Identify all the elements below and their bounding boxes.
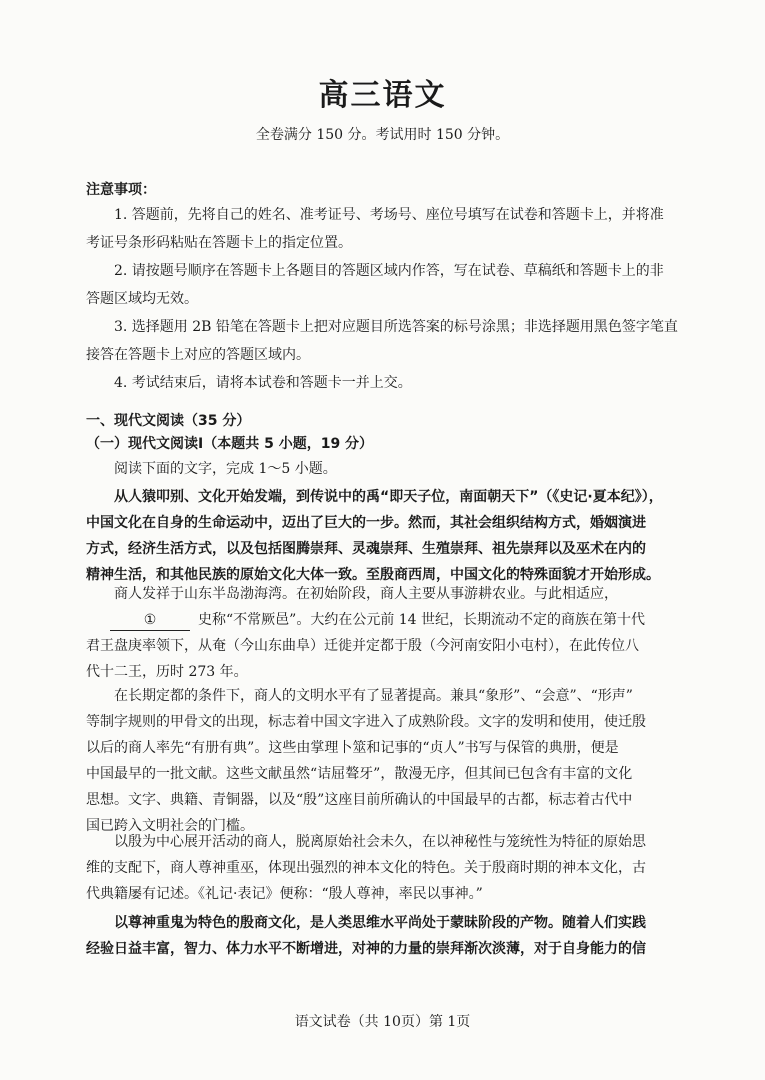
section-heading: 一、现代文阅读（35 分） — [86, 413, 251, 429]
passage-line: 精神生活，和其他民族的原始文化大体一致。至殷商西周，中国文化的特殊面貌才开始形成。 — [86, 567, 660, 583]
passage-line: 以尊神重鬼为特色的殷商文化，是人类思维水平尚处于蒙昧阶段的产物。随着人们实践 — [114, 915, 646, 931]
fill-in-blank: ① — [110, 610, 190, 631]
notice-line: 答题区域均无效。 — [86, 291, 198, 307]
passage-text: 史称“不常厥邑”。大约在公元前 14 世纪，长期流动不定的商族在第十代 — [198, 612, 646, 628]
passage-line: 经验日益丰富，智力、体力水平不断增进，对神的力量的崇拜渐次淡薄，对于自身能力的信 — [86, 941, 646, 957]
passage-line: 方式，经济生活方式，以及包括图腾崇拜、灵魂崇拜、生殖崇拜、祖先崇拜以及巫术在内的 — [86, 541, 646, 557]
notice-line: 1. 答题前，先将自己的姓名、准考证号、考场号、座位号填写在试卷和答题卡上，并将准 — [114, 207, 664, 223]
passage-line: 代典籍屡有记述。《礼记·表记》便称：“殷人尊神，率民以事神。” — [86, 886, 483, 902]
passage-line: 商人发祥于山东半岛渤海湾。在初始阶段，商人主要从事游耕农业。与此相适应， — [114, 586, 618, 602]
passage-line: 中国最早的一批文献。这些文献虽然“诘屈聱牙”，散漫无序，但其间已包含有丰富的文化 — [86, 766, 633, 782]
passage-line: 以后的商人率先“有册有典”。这些由掌理卜筮和记事的“贞人”书写与保管的典册，便是 — [86, 740, 619, 756]
exam-subtitle: 全卷满分 150 分。考试用时 150 分钟。 — [255, 127, 510, 143]
passage-line-with-blank — [86, 610, 686, 631]
notice-line: 3. 选择题用 2B 铅笔在答题卡上把对应题目所选答案的标号涂黑；非选择题用黑色签字笔直 — [114, 319, 678, 335]
passage-line: 君王盘庚率领下，从奄（今山东曲阜）迁徙并定都于殷（今河南安阳小屯村），在此传位八 — [86, 638, 639, 654]
passage-line: 代十二王，历时 273 年。 — [86, 664, 248, 680]
passage-line: 以殷为中心展开活动的商人，脱离原始社会未久，在以神秘性与笼统性为特征的原始思 — [114, 834, 646, 850]
passage-line: 国已跨入文明社会的门槛。 — [86, 818, 254, 834]
passage-line: 中国文化在自身的生命运动中，迈出了巨大的一步。然而，其社会组织结构方式，婚姻演进 — [86, 515, 646, 531]
notice-line: 接答在答题卡上对应的答题区域内。 — [86, 347, 310, 363]
passage-line: 思想。文字、典籍、青铜器，以及“殷”这座目前所确认的中国最早的古都，标志着古代中 — [86, 792, 633, 808]
section-subheading: （一）现代文阅读Ⅰ（本题共 5 小题，19 分） — [86, 436, 374, 452]
notice-heading: 注意事项： — [86, 182, 156, 198]
notice-line: 4. 考试结束后，请将本试卷和答题卡一并上交。 — [114, 375, 412, 391]
passage-line: 等制字规则的甲骨文的出现，标志着中国文字进入了成熟阶段。文字的发明和使用，使迁殷 — [86, 714, 646, 730]
notice-line: 2. 请按题号顺序在答题卡上各题目的答题区域内作答，写在试卷、草稿纸和答题卡上的非 — [114, 263, 664, 279]
page-title: 高三语文 — [318, 78, 447, 113]
page-footer: 语文试卷（共 10页）第 1页 — [294, 1014, 471, 1030]
passage-line: 从人猿叩别、文化开始发端，到传说中的禹“即天子位，南面朝天下”（《史记·夏本纪》）， — [114, 489, 663, 505]
reading-instruction: 阅读下面的文字，完成 1～5 小题。 — [114, 461, 337, 477]
passage-line: 维的支配下，商人尊神重巫，体现出强烈的神本文化的特色。关于殷商时期的神本文化，古 — [86, 860, 646, 876]
passage-line: 在长期定都的条件下，商人的文明水平有了显著提高。兼具“象形”、“会意”、“形声” — [114, 688, 633, 704]
notice-line: 考证号条形码粘贴在答题卡上的指定位置。 — [86, 235, 352, 251]
